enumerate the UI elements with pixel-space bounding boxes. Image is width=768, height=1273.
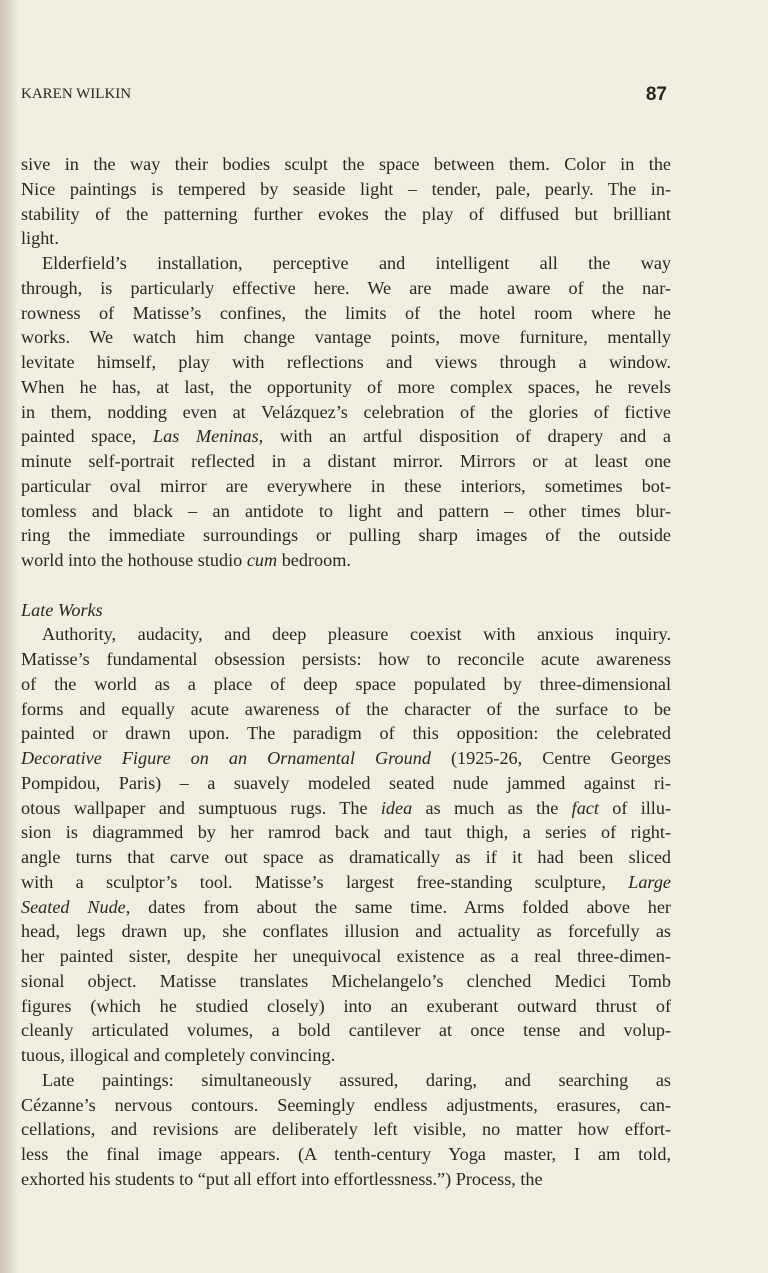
text-run: levitate himself, play with reflections and views through a window. — [21, 352, 671, 372]
italic-text: Large — [628, 871, 671, 892]
italic-text: cum — [246, 550, 278, 570]
text-line — [21, 598, 671, 623]
text-line — [21, 499, 671, 524]
text-line — [21, 301, 671, 326]
body-text — [21, 152, 671, 1192]
text-run: Nice paintings is tempered by seaside light – tender, pale, pearly. The in- — [21, 178, 671, 199]
running-head — [21, 86, 667, 110]
text-line — [21, 1142, 671, 1167]
text-line — [21, 746, 671, 771]
text-run: angle turns that carve out space as dramatically as if it had been sliced — [21, 847, 671, 867]
text-line — [21, 721, 671, 746]
text-line — [21, 1167, 671, 1192]
text-line — [21, 820, 671, 845]
italic-text: Decorative Figure on an Ornamental Ground — [21, 748, 431, 768]
text-run: of the world as a place of deep space populated by three-dimensional — [21, 673, 671, 694]
text-run: Late paintings: simultaneously assured, daring, and searching as — [42, 1069, 671, 1090]
text-line — [21, 202, 671, 227]
text-line — [21, 796, 671, 821]
text-line — [21, 622, 671, 647]
text-run: , with an artful disposition of drapery and a — [258, 426, 672, 447]
text-run: as much as the — [412, 797, 572, 818]
text-line — [21, 919, 671, 944]
text-line — [21, 523, 671, 548]
text-line — [21, 845, 671, 870]
text-run: particular oval mirror are everywhere in these interiors, sometimes bot- — [21, 475, 671, 496]
text-line — [21, 969, 671, 994]
text-line — [21, 895, 671, 920]
text-run: ring the immediate surroundings or pulling sharp images of the outside — [21, 525, 671, 546]
text-run: figures (which he studied closely) into an exuberant outward thrust of — [21, 995, 671, 1016]
text-run: otous wallpaper and sumptuous rugs. The — [21, 797, 381, 818]
text-line — [21, 276, 671, 301]
italic-text: Seated Nude — [21, 896, 126, 917]
text-line — [21, 697, 671, 722]
text-line — [21, 424, 671, 449]
text-line — [21, 771, 671, 796]
italic-text: fact — [571, 797, 599, 818]
text-line — [21, 944, 671, 969]
text-run: in them, nodding even at Velázquez’s celebration of the glories of fictive — [21, 401, 671, 422]
text-run: rowness of Matisse’s confines, the limits of the hotel room where he — [21, 302, 671, 323]
text-line — [21, 177, 671, 202]
text-line — [21, 1043, 671, 1068]
italic-text: idea — [380, 797, 413, 818]
text-line — [21, 400, 671, 425]
text-line — [21, 647, 671, 672]
text-run: exhorted his students to “put all effort into effortlessness.”) Process, the — [21, 1168, 543, 1189]
text-run: world into the hothouse studio — [21, 550, 247, 570]
text-run: minute self-portrait reflected in a distant mirror. Mirrors or at least one — [21, 451, 671, 471]
text-line — [21, 672, 671, 697]
running-head-author: KAREN WILKIN — [21, 86, 132, 102]
text-run: tuous, illogical and completely convincing. — [21, 1045, 336, 1065]
text-line — [21, 449, 671, 474]
paragraph — [21, 251, 671, 573]
text-run: sional object. Matisse translates Michelangelo’s clenched Medici Tomb — [21, 970, 671, 991]
text-run: painted space, — [21, 426, 153, 447]
text-run: sion is diagrammed by her ramrod back and taut thigh, a series of right- — [21, 822, 671, 843]
italic-text: Las Meninas — [152, 426, 259, 447]
text-line — [21, 375, 671, 400]
text-line — [21, 1068, 671, 1093]
text-run: (1925-26, Centre Georges — [430, 748, 671, 768]
section-heading — [21, 598, 671, 623]
paragraph — [21, 622, 671, 1068]
text-run: light. — [21, 228, 59, 249]
section-break — [21, 573, 671, 598]
text-run: through, is particularly effective here. We are made aware of the nar- — [21, 277, 671, 298]
text-run: of illu- — [598, 797, 672, 818]
text-run: Authority, audacity, and deep pleasure coexist with anxious inquiry. — [42, 624, 671, 645]
text-run: sive in the way their bodies sculpt the space between them. Color in the — [21, 154, 671, 174]
text-line — [21, 474, 671, 499]
page-number: 87 — [645, 84, 667, 105]
page-gutter-shadow — [0, 0, 18, 1273]
text-line — [21, 1018, 671, 1043]
text-line — [21, 350, 671, 375]
text-line — [21, 994, 671, 1019]
text-run: less the final image appears. (A tenth-century Yoga master, I am told, — [21, 1144, 671, 1164]
text-line — [21, 325, 671, 350]
text-run: her painted sister, despite her unequivocal existence as a real three-dimen- — [21, 946, 671, 966]
text-run: Matisse’s fundamental obsession persists: how to reconcile acute awareness — [21, 649, 671, 669]
text-run: with a sculptor’s tool. Matisse’s largest free-standing sculpture, — [21, 871, 629, 892]
text-run: forms and equally acute awareness of the character of the surface to be — [21, 698, 671, 719]
paragraph — [21, 152, 671, 251]
text-run: , dates from about the same time. Arms folded above her — [125, 896, 671, 917]
text-run: painted or drawn upon. The paradigm of this opposition: the celebrated — [21, 723, 671, 744]
text-run: stability of the patterning further evokes the play of diffused but brilliant — [21, 203, 671, 224]
paragraph — [21, 1068, 671, 1192]
text-run: cleanly articulated volumes, a bold cantilever at once tense and volup- — [21, 1020, 671, 1041]
text-run: bedroom. — [277, 550, 351, 570]
text-run: tomless and black – an antidote to light and pattern – other times blur- — [21, 500, 671, 521]
text-run: When he has, at last, the opportunity of more complex spaces, he revels — [21, 376, 671, 397]
text-run: works. We watch him change vantage points, move furniture, mentally — [21, 327, 671, 348]
text-run: Elderfield’s installation, perceptive and intelligent all the way — [42, 253, 671, 273]
text-run: Pompidou, Paris) – a suavely modeled seated nude jammed against ri- — [21, 772, 671, 793]
text-run: head, legs drawn up, she conflates illusion and actuality as forcefully as — [21, 921, 671, 942]
italic-text: Late Works — [21, 599, 103, 620]
text-line — [21, 548, 671, 573]
text-line — [21, 251, 671, 276]
text-run: cellations, and revisions are deliberately left visible, no matter how effort- — [21, 1119, 671, 1140]
text-line — [21, 152, 671, 177]
text-line — [21, 1117, 671, 1142]
text-line — [21, 870, 671, 895]
text-line — [21, 226, 671, 251]
text-run: Cézanne’s nervous contours. Seemingly endless adjustments, erasures, can- — [21, 1094, 671, 1115]
text-line — [21, 1093, 671, 1118]
